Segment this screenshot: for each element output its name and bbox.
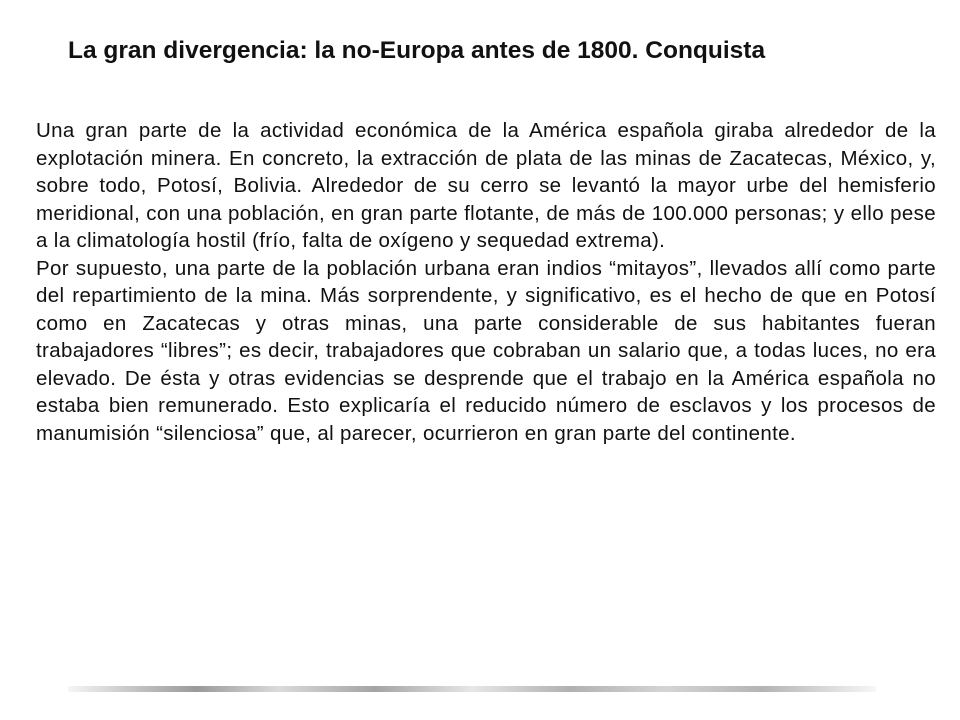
body-paragraph-2: Por supuesto, una parte de la población urbana eran indios “mitayos”, llevados allí como parte del repartimiento de la mina. Más sorprendente, y significativo, es el hecho de que en Potosí como en Zacatecas y otras minas, una parte considerable de sus habitantes fueran trabajadores “libres”; es decir, trabajadores que cobraban un salario que, a todas luces, no era elevado. De ésta y otras evidencias se desprende que el trabajo en la América española no estaba bien remunerado. Esto explicaría el reducido número de esclavos y los procesos de manumisión “silenciosa” que, al parecer, ocurrieron en gran parte del continente. <box>36 256 936 445</box>
body-paragraph-1: Una gran parte de la actividad económica de la América española giraba alrededor de la explotación minera. En concreto, la extracción de plata de las minas de Zacatecas, México, y, sobre todo, Potosí, Bolivia. Alrededor de su cerro se levantó la mayor urbe del hemisferio meridional, con una población, en gran parte flotante, de más de 100.000 personas; y ello pese a la climatología hostil (frío, falta de oxígeno y sequedad extrema). <box>36 119 936 252</box>
slide-body <box>36 117 936 447</box>
footer-decorative-band <box>68 686 876 692</box>
slide-title: La gran divergencia: la no-Europa antes de 1800. Conquista <box>68 37 766 64</box>
